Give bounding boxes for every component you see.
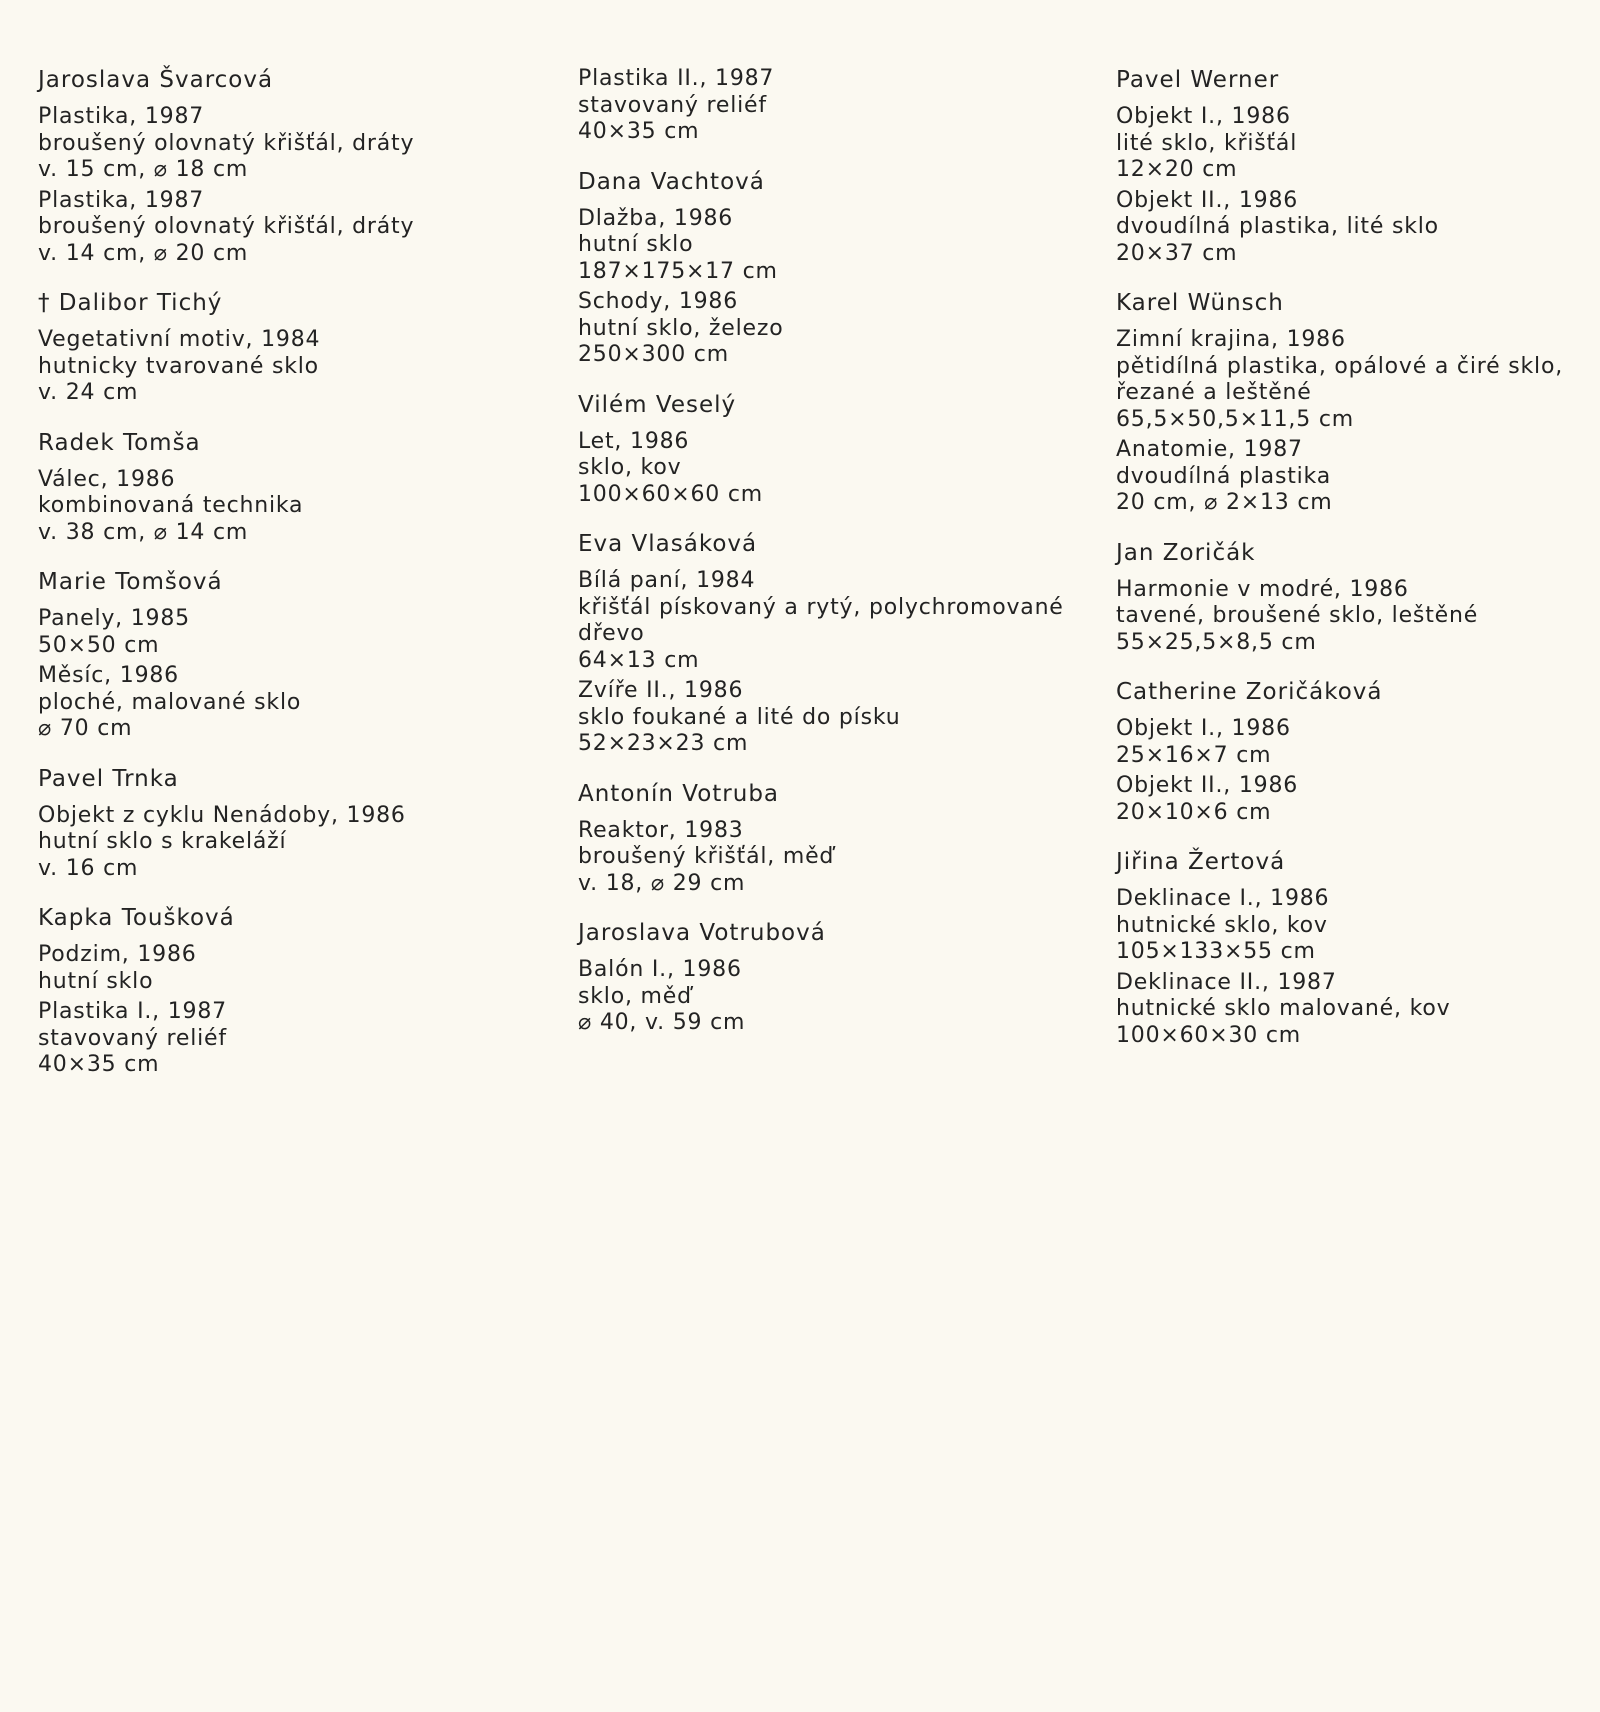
artwork-detail: stavovaný reliéf — [578, 92, 767, 118]
artwork-title: Měsíc, 1986 — [38, 663, 179, 688]
artwork-detail: 52×23×23 cm — [578, 731, 749, 756]
artwork-detail: hutnické sklo, kov — [1116, 912, 1328, 938]
artwork-detail: 105×133×55 cm — [1116, 939, 1316, 964]
artwork-detail: sklo foukané a lité do písku — [578, 704, 901, 730]
artwork-entry — [38, 942, 538, 995]
artwork-entry — [38, 327, 538, 407]
artwork-entry — [38, 663, 538, 743]
artwork-detail: hutní sklo — [38, 968, 154, 994]
artist-entry — [578, 919, 1098, 1037]
artwork-title: Plastika II., 1987 — [578, 66, 775, 91]
artwork-entry — [38, 999, 538, 1079]
catalog-column — [38, 66, 538, 1101]
artwork-detail: hutní sklo, železo — [578, 315, 784, 341]
artwork-detail: 187×175×17 cm — [578, 258, 778, 284]
artist-name: Radek Tomša — [38, 429, 201, 456]
artwork-detail: v. 38 cm, ⌀ 14 cm — [38, 519, 249, 545]
artwork-title: Objekt II., 1986 — [1116, 187, 1299, 213]
artwork-title: Deklinace I., 1986 — [1116, 886, 1330, 911]
artwork-detail: řezané a leštěné — [1116, 380, 1312, 405]
artwork-title: Objekt z cyklu Nenádoby, 1986 — [38, 802, 406, 828]
artwork-title: Bílá paní, 1984 — [578, 568, 756, 593]
artwork-detail: tavené, broušené sklo, leštěné — [1116, 603, 1479, 628]
artwork-detail: 100×60×60 cm — [578, 481, 763, 507]
artwork-detail: ⌀ 70 cm — [38, 716, 133, 741]
artwork-title: Balón I., 1986 — [578, 957, 742, 982]
artist-entry — [38, 568, 538, 743]
artwork-title: Let, 1986 — [578, 428, 690, 454]
artwork-title: Podzim, 1986 — [38, 942, 197, 967]
artwork-title: Plastika, 1987 — [38, 187, 205, 213]
artwork-entry — [578, 289, 1098, 369]
artwork-detail: 100×60×30 cm — [1116, 1022, 1301, 1048]
artwork-detail: 25×16×7 cm — [1116, 742, 1272, 768]
artwork-title: Válec, 1986 — [38, 466, 176, 492]
artwork-entry — [1116, 188, 1586, 268]
artwork-title: Deklinace II., 1987 — [1116, 969, 1337, 995]
artwork-detail: sklo, kov — [578, 455, 682, 480]
artwork-entry — [1116, 716, 1586, 769]
artist-name: Jiřina Žertová — [1116, 849, 1286, 875]
artist-name: Jan Zoričák — [1116, 539, 1256, 566]
artwork-entry — [1116, 970, 1586, 1050]
artwork-entry — [578, 818, 1098, 898]
artwork-entry — [1116, 104, 1586, 184]
artwork-detail: dvoudílná plastika — [1116, 463, 1331, 489]
artwork-entry — [1116, 886, 1586, 966]
artwork-detail: v. 14 cm, ⌀ 20 cm — [38, 240, 249, 266]
artwork-entry — [578, 206, 1098, 286]
artwork-detail: pětidílná plastika, opálové a čiré sklo, — [1116, 353, 1563, 379]
artwork-detail: dřevo — [578, 621, 645, 646]
artwork-title: Anatomie, 1987 — [1116, 437, 1303, 462]
artist-entry — [38, 429, 538, 547]
artwork-detail: 64×13 cm — [578, 647, 700, 673]
artwork-detail: 55×25,5×8,5 cm — [1116, 629, 1317, 655]
artwork-detail: 40×35 cm — [38, 1052, 160, 1077]
artwork-detail: hutnické sklo malované, kov — [1116, 996, 1451, 1021]
artwork-detail: hutnicky tvarované sklo — [38, 353, 319, 379]
catalog-column — [1116, 66, 1586, 1071]
artwork-entry — [38, 188, 538, 268]
artwork-title: Objekt I., 1986 — [1116, 716, 1291, 741]
artist-entry — [1116, 539, 1586, 657]
artwork-entry — [578, 678, 1098, 758]
artist-entry — [578, 391, 1098, 509]
artist-name: Karel Wünsch — [1116, 290, 1284, 316]
artwork-entry — [1116, 577, 1586, 657]
artwork-title: Dlažba, 1986 — [578, 205, 734, 231]
artwork-title: Plastika, 1987 — [38, 104, 205, 129]
artwork-detail: stavovaný reliéf — [38, 1025, 227, 1051]
artwork-detail: ⌀ 40, v. 59 cm — [578, 1010, 746, 1035]
artist-entry — [578, 780, 1098, 898]
artwork-detail: 20×10×6 cm — [1116, 799, 1272, 825]
artwork-detail: 65,5×50,5×11,5 cm — [1116, 406, 1354, 432]
artist-entry — [578, 168, 1098, 369]
artwork-detail: 20 cm, ⌀ 2×13 cm — [1116, 490, 1333, 515]
artwork-detail: 20×37 cm — [1116, 240, 1238, 266]
artist-name: Eva Vlasáková — [578, 531, 758, 557]
artwork-entry — [578, 66, 1098, 146]
artist-name: † Dalibor Tichý — [38, 290, 223, 316]
artwork-entry — [1116, 327, 1586, 433]
artwork-detail: hutní sklo s krakeláží — [38, 829, 287, 854]
artwork-detail: broušený olovnatý křišťál, dráty — [38, 214, 415, 239]
artwork-entry — [578, 957, 1098, 1037]
artwork-entry — [38, 104, 538, 184]
artist-entry — [578, 530, 1098, 758]
artwork-entry — [1116, 437, 1586, 517]
artwork-title: Zimní krajina, 1986 — [1116, 327, 1346, 352]
artwork-title: Zvíře II., 1986 — [578, 678, 744, 703]
artist-entry — [1116, 678, 1586, 826]
artwork-detail: broušený křišťál, měď — [578, 844, 835, 869]
artwork-detail: v. 24 cm — [38, 380, 139, 405]
artist-entry — [38, 289, 538, 407]
artwork-title: Objekt II., 1986 — [1116, 773, 1299, 798]
artwork-entry — [578, 429, 1098, 509]
artwork-title: Schody, 1986 — [578, 289, 739, 314]
artist-name: Antonín Votruba — [578, 780, 780, 807]
artwork-entry — [1116, 773, 1586, 826]
artwork-detail: ploché, malované sklo — [38, 689, 302, 715]
artist-name: Jaroslava Votrubová — [578, 920, 826, 946]
artist-name: Jaroslava Švarcová — [38, 67, 274, 93]
artwork-entry — [38, 803, 538, 883]
artwork-detail: lité sklo, křišťál — [1116, 130, 1298, 156]
artwork-entry — [38, 467, 538, 547]
artwork-detail: 250×300 cm — [578, 342, 729, 367]
artist-entry — [1116, 848, 1586, 1049]
artwork-detail: 40×35 cm — [578, 119, 700, 144]
artwork-detail: v. 15 cm, ⌀ 18 cm — [38, 157, 249, 182]
artist-entry — [38, 66, 538, 267]
artwork-detail: broušený olovnatý křišťál, dráty — [38, 130, 415, 156]
artist-entry — [38, 765, 538, 883]
artwork-title: Plastika I., 1987 — [38, 999, 227, 1024]
artist-entry — [38, 904, 538, 1079]
artwork-entry — [38, 606, 538, 659]
artist-name: Pavel Trnka — [38, 765, 179, 792]
catalog-column — [578, 66, 1098, 1059]
artwork-detail: sklo, měď — [578, 983, 692, 1009]
artwork-detail: v. 16 cm — [38, 855, 139, 881]
artist-name: Catherine Zoričáková — [1116, 679, 1383, 705]
artwork-detail: dvoudílná plastika, lité sklo — [1116, 214, 1439, 239]
artwork-title: Panely, 1985 — [38, 606, 190, 631]
artist-name: Pavel Werner — [1116, 67, 1280, 93]
artwork-detail: křišťál pískovaný a rytý, polychromované — [578, 594, 1064, 620]
artist-entry — [1116, 289, 1586, 517]
artwork-title: Vegetativní motiv, 1984 — [38, 327, 321, 352]
artwork-detail: 50×50 cm — [38, 632, 160, 658]
artist-name: Kapka Toušková — [38, 905, 235, 931]
artist-name: Vilém Veselý — [578, 391, 737, 418]
artwork-detail: kombinovaná technika — [38, 493, 304, 518]
artist-name: Dana Vachtová — [578, 168, 765, 195]
artist-entry — [1116, 66, 1586, 267]
artwork-title: Objekt I., 1986 — [1116, 104, 1291, 129]
artwork-detail: 12×20 cm — [1116, 157, 1238, 182]
artwork-detail: hutní sklo — [578, 232, 694, 257]
artwork-detail: v. 18, ⌀ 29 cm — [578, 870, 746, 896]
artwork-title: Harmonie v modré, 1986 — [1116, 576, 1409, 602]
artist-name: Marie Tomšová — [38, 569, 223, 595]
artwork-title: Reaktor, 1983 — [578, 817, 744, 843]
artwork-entry — [578, 568, 1098, 674]
